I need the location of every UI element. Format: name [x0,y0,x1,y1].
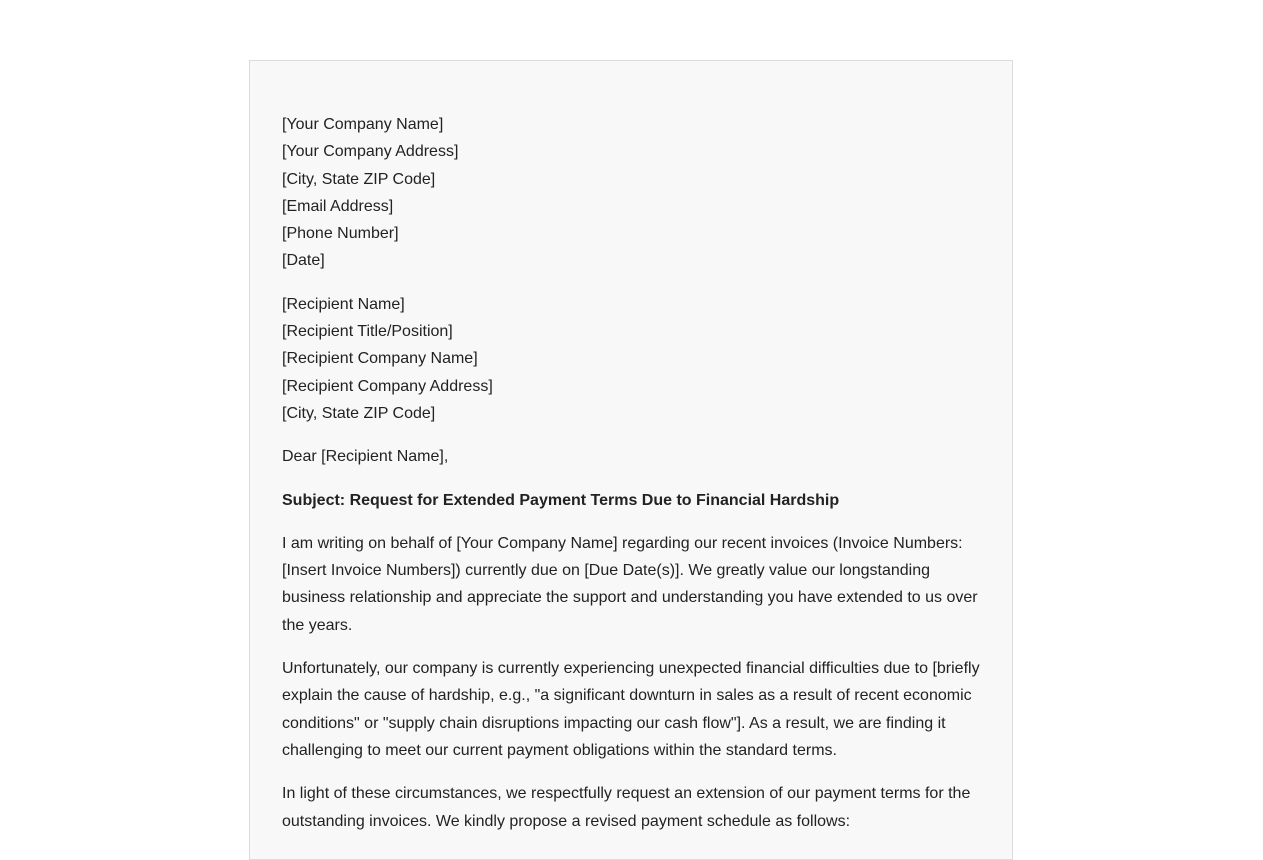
recipient-name: [Recipient Name] [282,295,405,313]
sender-phone: [Phone Number] [282,225,399,243]
sender-address-block [282,111,980,275]
body-paragraph: I am writing on behalf of [Your Company Name] regarding our recent invoices (Invoice Numbers: [Insert Invoice Numbers]) currently due on [Due Date(s)]. We greatly value our longstanding business relationship and appreciate the support and understanding you have extended to us over the years. [282,534,978,634]
letter-document [249,60,1013,860]
recipient-city-state-zip: [City, State ZIP Code] [282,404,436,422]
recipient-address-block [282,291,980,427]
recipient-title: [Recipient Title/Position] [282,323,453,341]
sender-email: [Email Address] [282,197,394,215]
body-paragraph: Unfortunately, our company is currently experiencing unexpected financial difficulties due to [briefly explain the cause of hardship, e.g., "a significant downturn in sales as a result of recent economic conditions" or "supply chain disruptions impacting our cash flow"]. As a result, we are finding it challenging to meet our current payment obligations within the standard terms. [282,660,980,759]
letter-date: [Date] [282,252,325,270]
sender-company-name: [Your Company Name] [282,116,444,133]
recipient-company-name: [Recipient Company Name] [282,350,478,368]
sender-company-address: [Your Company Address] [282,143,459,161]
body-paragraph: In light of these circumstances, we respectfully request an extension of our payment terms for the outstanding invoices. We kindly propose a revised payment schedule as follows: [282,785,971,830]
salutation: Dear [Recipient Name], [282,448,449,466]
recipient-company-address: [Recipient Company Address] [282,377,493,395]
sender-city-state-zip: [City, State ZIP Code] [282,170,436,188]
subject-line: Subject: Request for Extended Payment Terms Due to Financial Hardship [282,491,840,509]
